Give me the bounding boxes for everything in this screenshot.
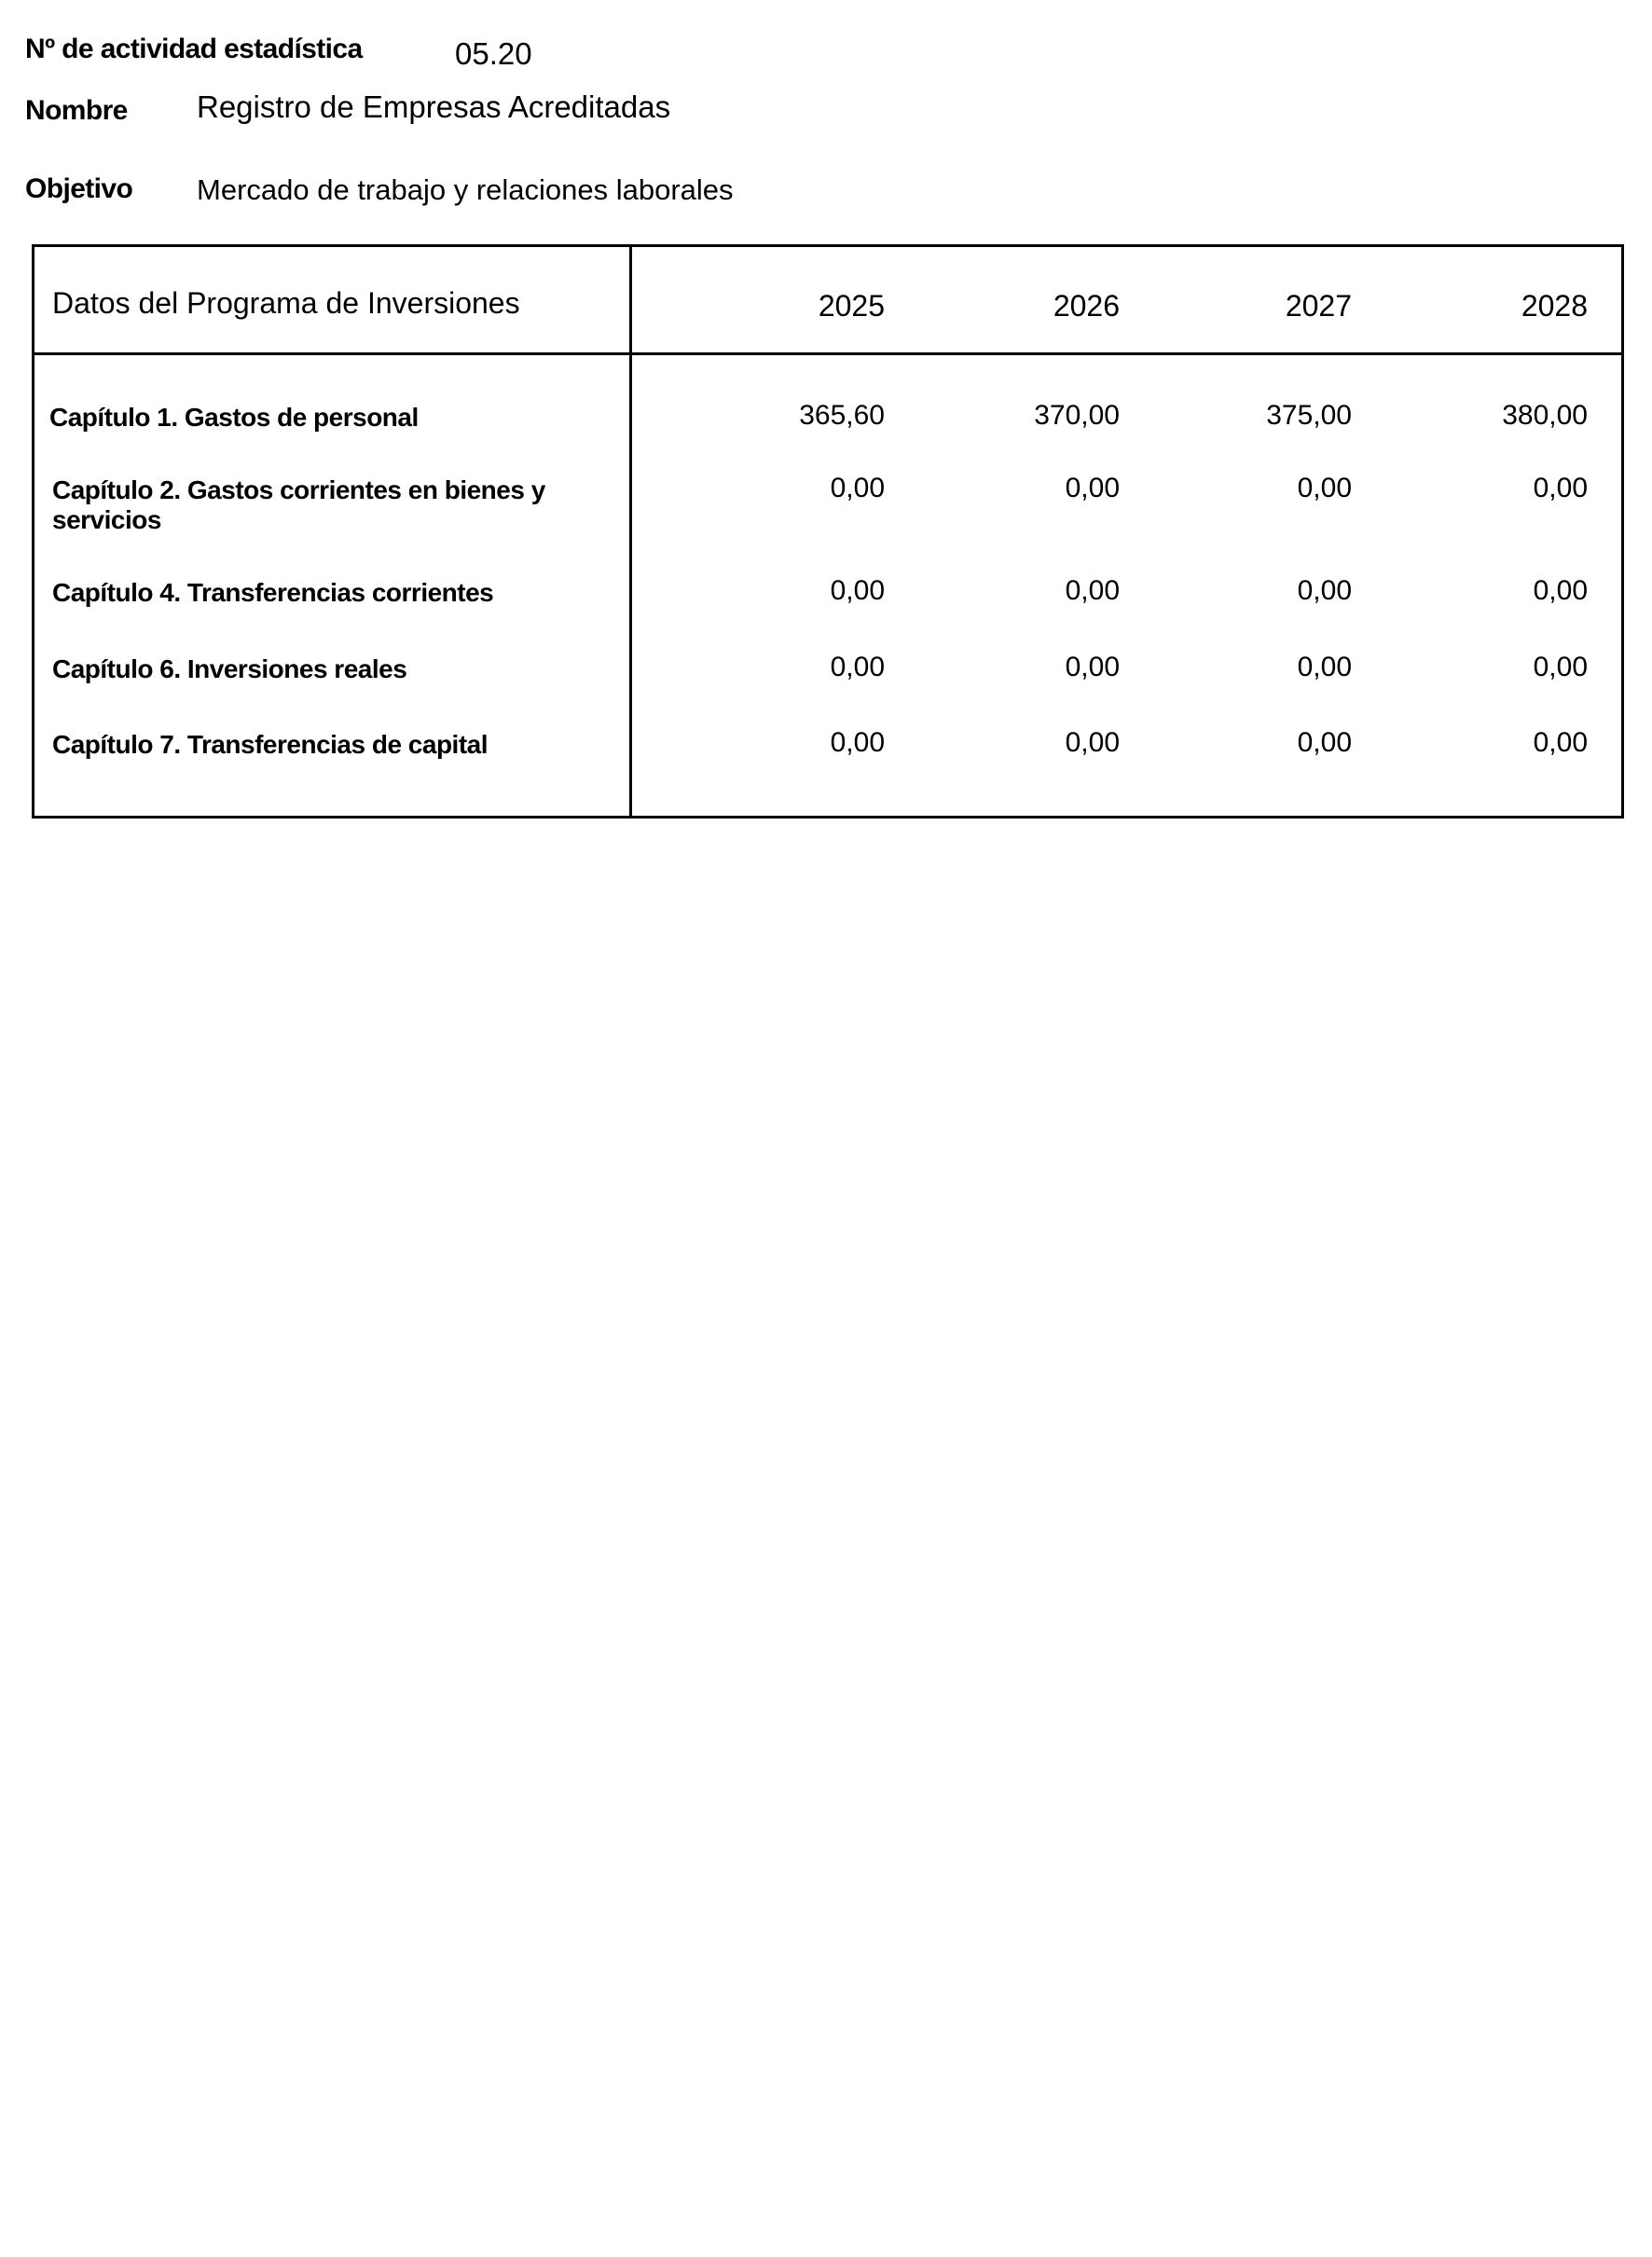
activity-number-value: 05.20 [455, 36, 532, 71]
cell-capitulo-4-2028: 0,00 [1533, 575, 1588, 606]
objective-label: Objetivo [25, 173, 133, 204]
row-label-capitulo-4: Capítulo 4. Transferencias corrientes [52, 578, 494, 607]
table-title: Datos del Programa de Inversiones [52, 286, 520, 320]
year-header-2027: 2027 [1285, 289, 1352, 323]
row-label-capitulo-7: Capítulo 7. Transferencias de capital [52, 730, 489, 759]
cell-capitulo-4-2025: 0,00 [830, 575, 885, 606]
cell-capitulo-6-2025: 0,00 [830, 652, 885, 682]
investment-table [32, 244, 1624, 819]
cell-capitulo-4-2026: 0,00 [1065, 575, 1120, 606]
activity-number-label: Nº de actividad estadística [25, 34, 363, 64]
name-label: Nombre [25, 95, 128, 126]
cell-capitulo-6-2026: 0,00 [1065, 652, 1120, 682]
row-label-capitulo-2: Capítulo 2. Gastos corrientes en bienes y servicios [52, 475, 545, 534]
cell-capitulo-1-2025: 365,60 [799, 400, 885, 431]
cell-capitulo-7-2027: 0,00 [1297, 727, 1352, 758]
cell-capitulo-7-2026: 0,00 [1065, 727, 1120, 758]
table-column-divider [629, 247, 632, 816]
cell-capitulo-6-2027: 0,00 [1297, 652, 1352, 682]
year-header-2025: 2025 [818, 289, 885, 323]
cell-capitulo-6-2028: 0,00 [1533, 652, 1588, 682]
cell-capitulo-2-2026: 0,00 [1065, 473, 1120, 503]
cell-capitulo-4-2027: 0,00 [1297, 575, 1352, 606]
name-value: Registro de Empresas Acreditadas [197, 89, 671, 124]
cell-capitulo-2-2028: 0,00 [1533, 473, 1588, 503]
table-header-divider [34, 352, 1621, 355]
cell-capitulo-1-2027: 375,00 [1266, 400, 1352, 431]
cell-capitulo-2-2025: 0,00 [830, 473, 885, 503]
year-header-2026: 2026 [1053, 289, 1120, 323]
cell-capitulo-2-2027: 0,00 [1297, 473, 1352, 503]
cell-capitulo-1-2028: 380,00 [1502, 400, 1588, 431]
cell-capitulo-7-2028: 0,00 [1533, 727, 1588, 758]
row-label-capitulo-6: Capítulo 6. Inversiones reales [52, 654, 407, 683]
objective-value: Mercado de trabajo y relaciones laborales [197, 173, 734, 206]
cell-capitulo-7-2025: 0,00 [830, 727, 885, 758]
cell-capitulo-1-2026: 370,00 [1034, 400, 1120, 431]
year-header-2028: 2028 [1521, 289, 1588, 323]
row-label-capitulo-1: Capítulo 1. Gastos de personal [49, 403, 419, 432]
